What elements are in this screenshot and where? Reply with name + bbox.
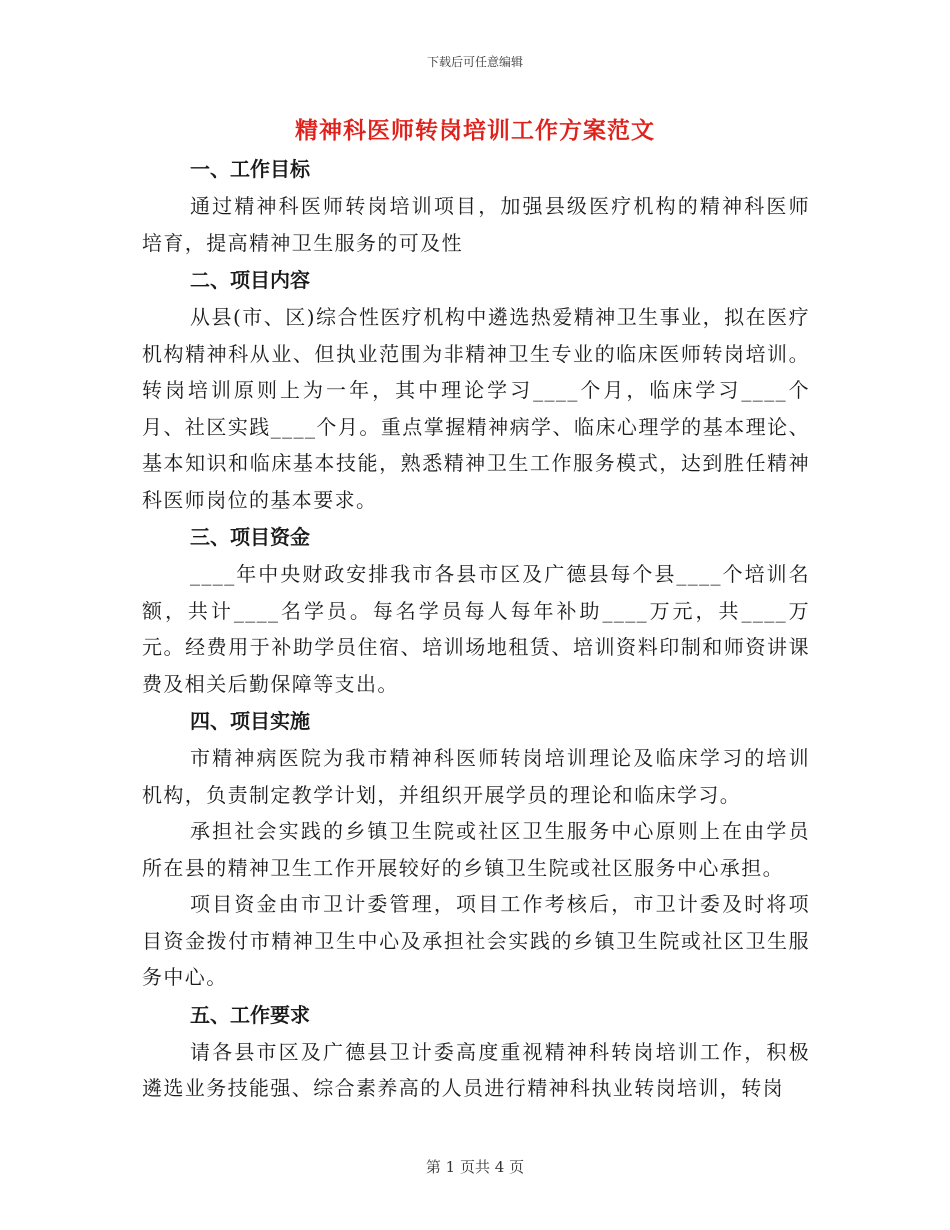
section-heading: 三、项目资金	[190, 525, 310, 549]
section-requirements	[142, 996, 810, 1107]
paragraph: 项目资金由市卫计委管理，项目工作考核后，市卫计委及时将项目资金拨付市精神卫生中心及承担社会实践的乡镇卫生院或社区卫生服务中心。	[142, 892, 810, 989]
section-content	[142, 261, 810, 518]
section-heading: 一、工作目标	[190, 157, 310, 181]
paragraph: 市精神病医院为我市精神科医师转岗培训理论及临床学习的培训机构，负责制定教学计划，并组织开展学员的理论和临床学习。	[142, 746, 810, 807]
paragraph: ____年中央财政安排我市各县市区及广德县每个县____个培训名额，共计____名学员。每名学员每人每年补助____万元，共____万元。经费用于补助学员住宿、培训场地租赁、培训资料印制和师资讲课费及相关后勤保障等支出。	[142, 562, 810, 696]
section-heading: 二、项目内容	[190, 268, 310, 292]
document-body	[142, 150, 810, 1107]
document-title: 精神科医师转岗培训工作方案范文	[295, 117, 655, 144]
section-heading: 四、项目实施	[190, 709, 310, 733]
paragraph: 从县(市、区)综合性医疗机构中遴选热爱精神卫生事业，拟在医疗机构精神科从业、但执业范围为非精神卫生专业的临床医师转岗培训。转岗培训原则上为一年，其中理论学习____个月，临床学习____个月、社区实践____个月。重点掌握精神病学、临床心理学的基本理论、基本知识和临床基本技能，熟悉精神卫生工作服务模式，达到胜任精神科医师岗位的基本要求。	[142, 305, 810, 512]
section-heading: 五、工作要求	[190, 1002, 310, 1027]
section-funding	[142, 518, 810, 702]
header-note: 下载后可任意编辑	[426, 55, 523, 69]
section-goals	[142, 150, 810, 261]
paragraph: 请各县市区及广德县卫计委高度重视精神科转岗培训工作，积极遴选业务技能强、综合素养高的人员进行精神科执业转岗培训，转岗	[142, 1039, 810, 1100]
paragraph: 承担社会实践的乡镇卫生院或社区卫生服务中心原则上在由学员所在县的精神卫生工作开展较好的乡镇卫生院或社区服务中心承担。	[142, 819, 810, 880]
paragraph: 通过精神科医师转岗培训项目，加强县级医疗机构的精神科医师培育，提高精神卫生服务的可及性	[142, 194, 810, 255]
page-number-footer: 第 1 页共 4 页	[425, 1158, 525, 1176]
section-implementation	[142, 702, 810, 996]
